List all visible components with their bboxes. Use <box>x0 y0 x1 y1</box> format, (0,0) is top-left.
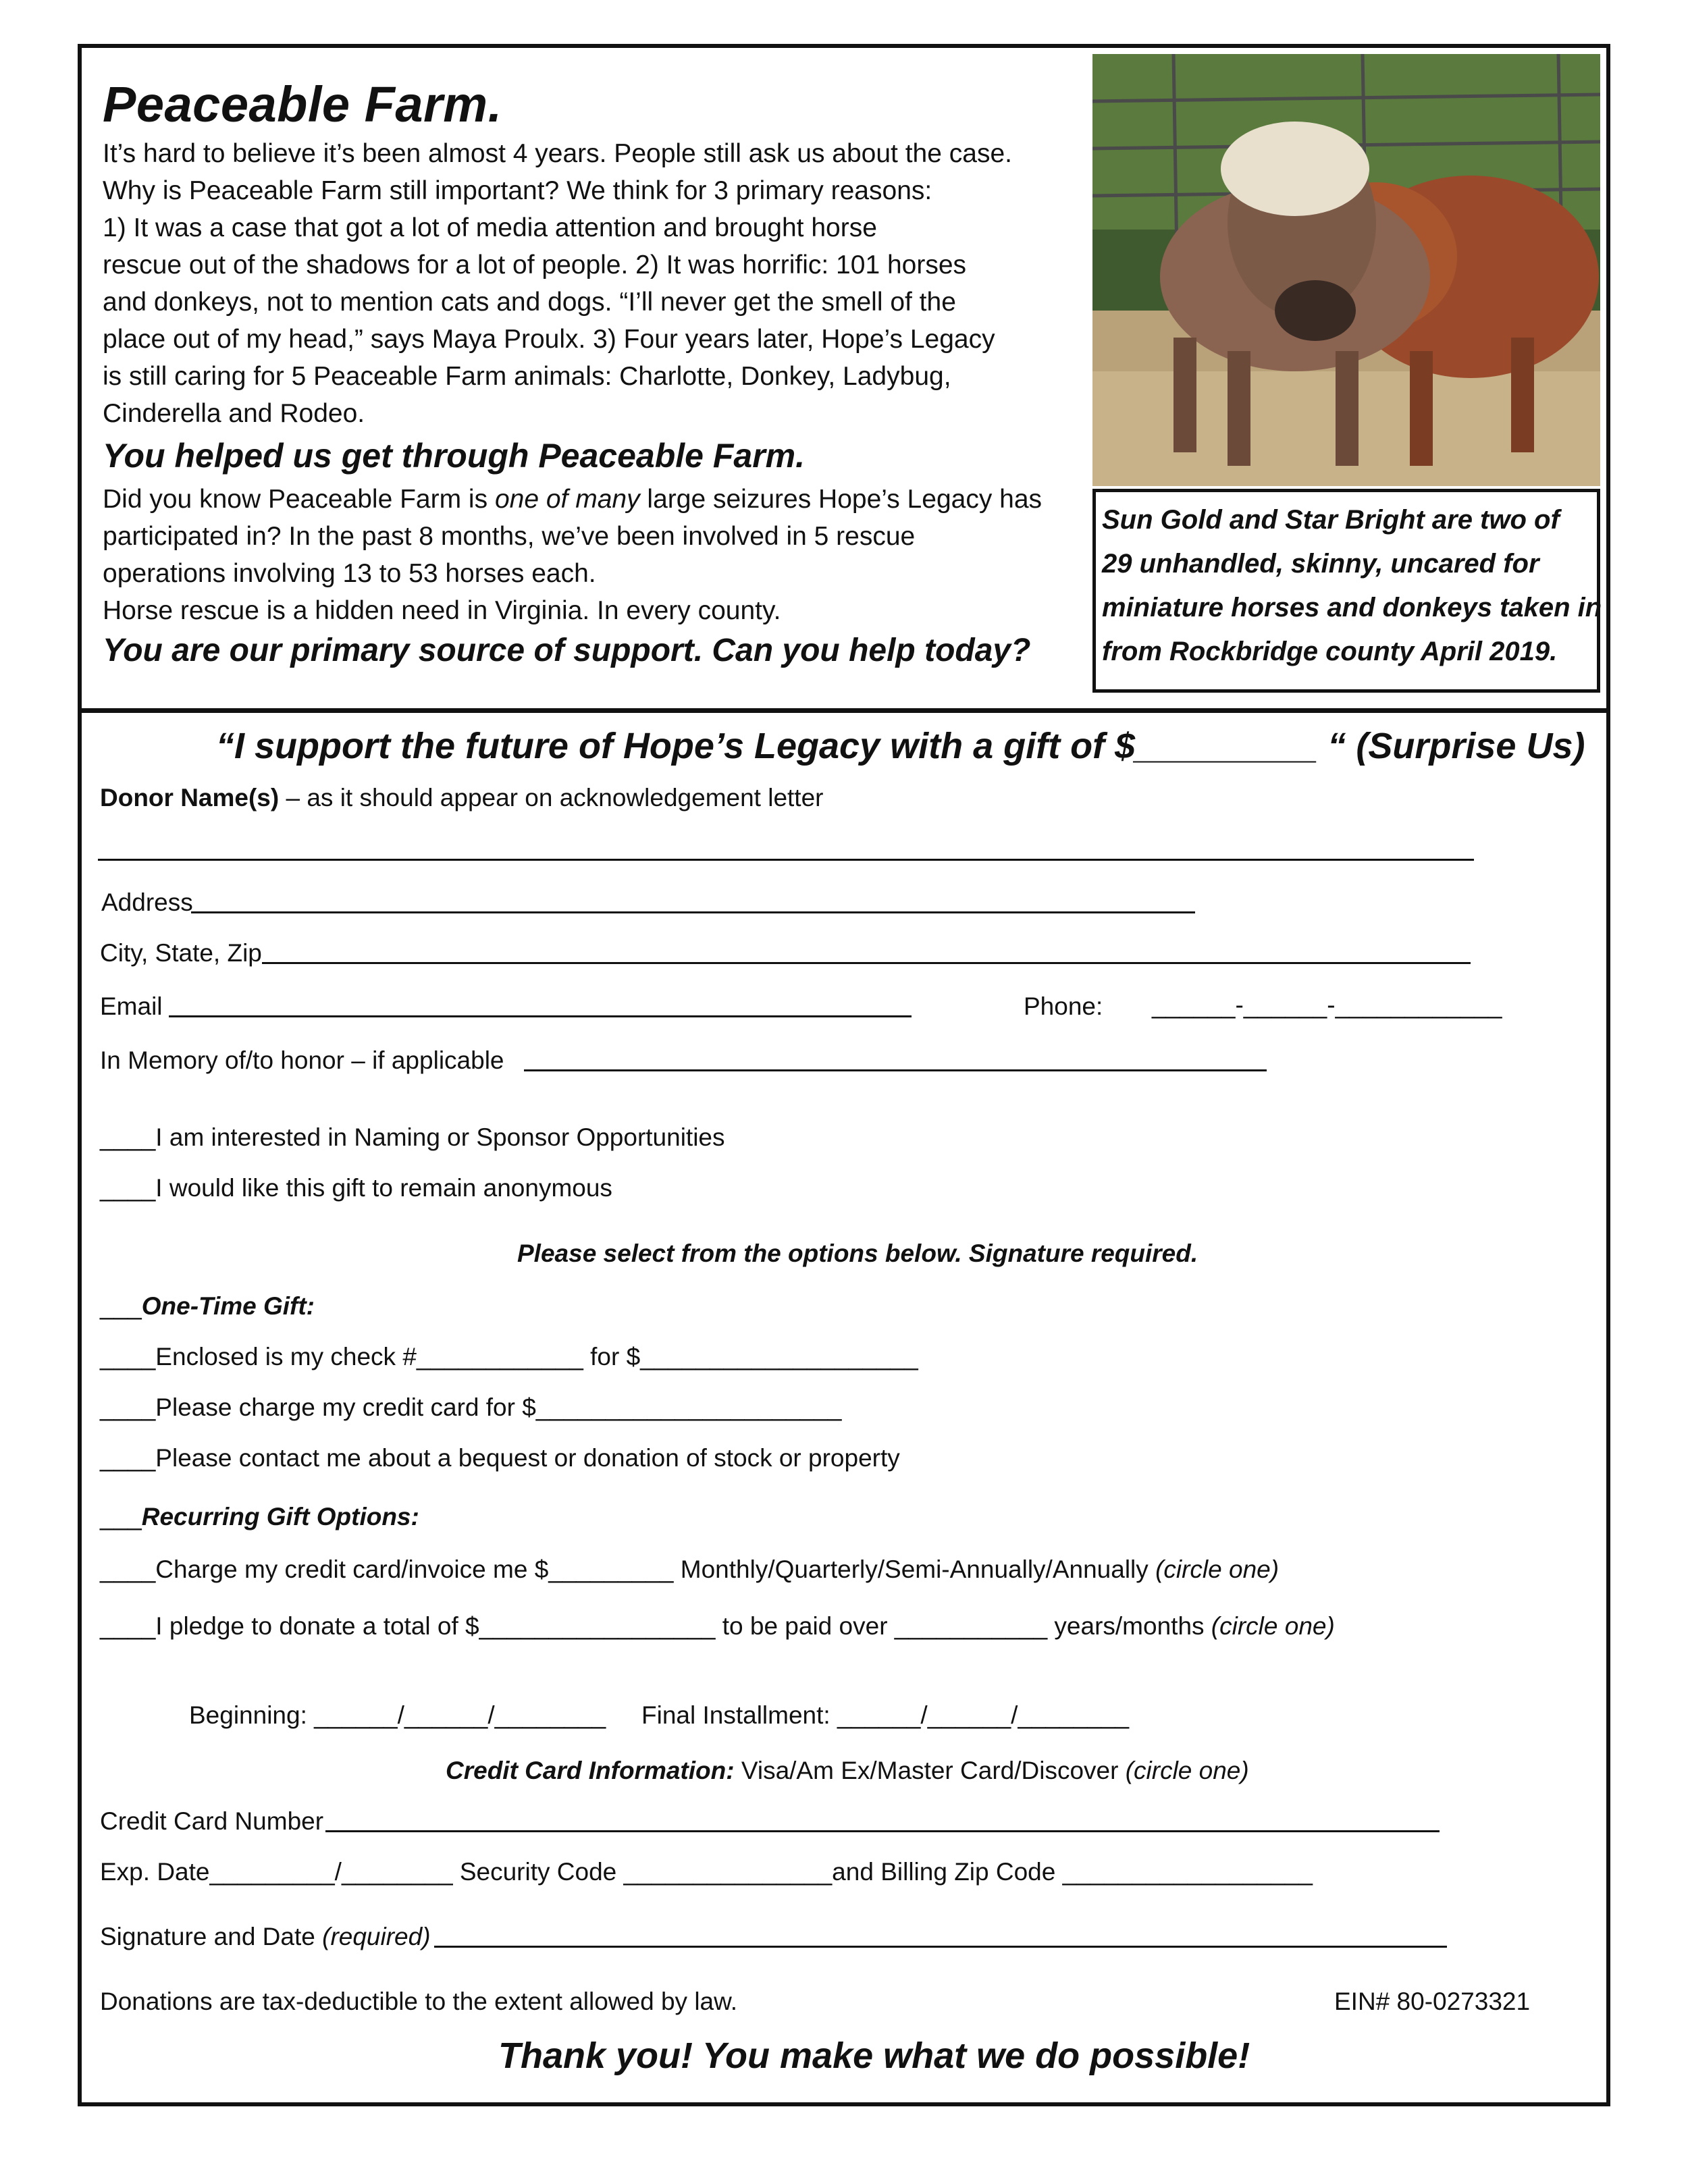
recurring-charge-option[interactable] <box>100 1557 1279 1582</box>
closing-appeal: You are our primary source of support. Can you help today? <box>103 633 1031 668</box>
cc-info-options: Visa/Am Ex/Master Card/Discover <box>734 1757 1126 1784</box>
caption-line: from Rockbridge county April 2019. <box>1102 637 1558 666</box>
donor-name-title: Donor Name(s) <box>100 784 280 811</box>
story-line <box>103 486 1042 512</box>
page-title: Peaceable Farm. <box>103 76 502 132</box>
one-time-gift-heading[interactable] <box>100 1294 315 1319</box>
memory-label: In Memory of/to honor – if applicable <box>100 1046 504 1074</box>
phone-field[interactable]: ______-______-____________ <box>1152 991 1502 1019</box>
anonymous-option[interactable]: ____I would like this gift to remain anonymous <box>100 1174 612 1202</box>
story-line: participated in? In the past 8 months, we’ve been involved in 5 rescue <box>103 522 916 551</box>
one-time-title: One-Time Gift: <box>141 1292 315 1320</box>
recurring-gift-heading[interactable] <box>100 1504 419 1529</box>
credit-card-info <box>446 1758 1249 1783</box>
bequest-option[interactable]: ____Please contact me about a bequest or donation of stock or property <box>100 1444 900 1472</box>
email-field[interactable] <box>169 1015 912 1017</box>
story-line: place out of my head,” says Maya Proulx. 3) Four years later, Hope’s Legacy <box>103 325 995 354</box>
naming-option[interactable]: ____I am interested in Naming or Sponsor Opportunities <box>100 1123 725 1151</box>
signature-label <box>100 1924 431 1949</box>
story-line: 1) It was a case that got a lot of media attention and brought horse <box>103 213 877 242</box>
caption-line: miniature horses and donkeys taken in <box>1102 593 1602 622</box>
beginning-date-field[interactable]: Beginning: ______/______/________ <box>189 1701 606 1729</box>
story-line: Cinderella and Rodeo. <box>103 399 365 428</box>
credit-card-number-field[interactable] <box>325 1830 1440 1832</box>
emphasis-text: one of many <box>494 485 640 514</box>
section-heading: You helped us get through Peaceable Farm. <box>103 437 806 475</box>
final-installment-field[interactable]: Final Installment: ______/______/________ <box>641 1701 1130 1729</box>
story-line: It’s hard to believe it’s been almost 4 years. People still ask us about the case. <box>103 139 1012 168</box>
signature-field[interactable] <box>434 1946 1447 1948</box>
story-line: is still caring for 5 Peaceable Farm animals: Charlotte, Donkey, Ladybug, <box>103 362 951 391</box>
required-note: (required) <box>322 1923 431 1950</box>
recurring-charge-text: ____Charge my credit card/invoice me $_________ Monthly/Quarterly/Semi-Annually/Annually <box>100 1555 1156 1583</box>
pledge-option[interactable] <box>100 1614 1335 1639</box>
tax-deductible-note: Donations are tax-deductible to the extent allowed by law. <box>100 1988 738 2015</box>
donor-name-label <box>100 785 824 810</box>
text-segment: Did you know Peaceable Farm is <box>103 485 495 514</box>
cc-info-label: Credit Card Information: <box>446 1757 735 1784</box>
check-option[interactable]: ____Enclosed is my check #____________ for $____________________ <box>100 1343 918 1370</box>
city-state-zip-field[interactable] <box>262 962 1471 964</box>
circle-one-note: (circle one) <box>1125 1757 1249 1784</box>
ein-number: EIN# 80-0273321 <box>1334 1988 1531 2015</box>
story-line: Why is Peaceable Farm still important? We think for 3 primary reasons: <box>103 176 932 205</box>
caption-line: Sun Gold and Star Bright are two of <box>1102 505 1560 535</box>
city-state-zip-label: City, State, Zip <box>100 939 262 967</box>
credit-card-number-label: Credit Card Number <box>100 1807 324 1835</box>
pledge-text: ____I pledge to donate a total of $_________________ to be paid over ___________ years/months <box>100 1612 1211 1640</box>
recurring-blank: ___ <box>100 1503 142 1530</box>
address-label: Address <box>101 888 193 916</box>
signature-text: Signature and Date <box>100 1923 323 1950</box>
memory-field[interactable] <box>524 1069 1267 1071</box>
pledge-heading: “I support the future of Hope’s Legacy with a gift of $_________ “ (Surprise Us) <box>216 726 1585 766</box>
horses-illustration <box>1092 54 1600 486</box>
one-time-blank: ___ <box>100 1292 142 1320</box>
phone-label: Phone: <box>1024 992 1103 1020</box>
thank-you-message: Thank you! You make what we do possible! <box>498 2035 1250 2076</box>
donor-name-note: – as it should appear on acknowledgement letter <box>279 784 824 811</box>
email-label: Email <box>100 992 163 1020</box>
text-segment: large seizures Hope’s Legacy has <box>639 485 1043 514</box>
circle-one-note: (circle one) <box>1211 1612 1335 1640</box>
horses-photo <box>1092 54 1600 486</box>
expiry-security-zip-field[interactable]: Exp. Date_________/________ Security Code _______________and Billing Zip Code __________________ <box>100 1858 1313 1886</box>
address-field[interactable] <box>191 911 1195 913</box>
story-line: and donkeys, not to mention cats and dogs. “I’ll never get the smell of the <box>103 288 956 317</box>
credit-card-option[interactable]: ____Please charge my credit card for $______________________ <box>100 1393 842 1421</box>
select-options-note: Please select from the options below. Signature required. <box>517 1240 1198 1267</box>
story-line: rescue out of the shadows for a lot of people. 2) It was horrific: 101 horses <box>103 250 967 279</box>
story-line: Horse rescue is a hidden need in Virginia. In every county. <box>103 596 781 625</box>
story-line: operations involving 13 to 53 horses each. <box>103 559 596 588</box>
circle-one-note: (circle one) <box>1155 1555 1280 1583</box>
caption-line: 29 unhandled, skinny, uncared for <box>1102 549 1539 579</box>
donor-name-field[interactable] <box>98 859 1474 861</box>
recurring-title: Recurring Gift Options: <box>141 1503 419 1530</box>
